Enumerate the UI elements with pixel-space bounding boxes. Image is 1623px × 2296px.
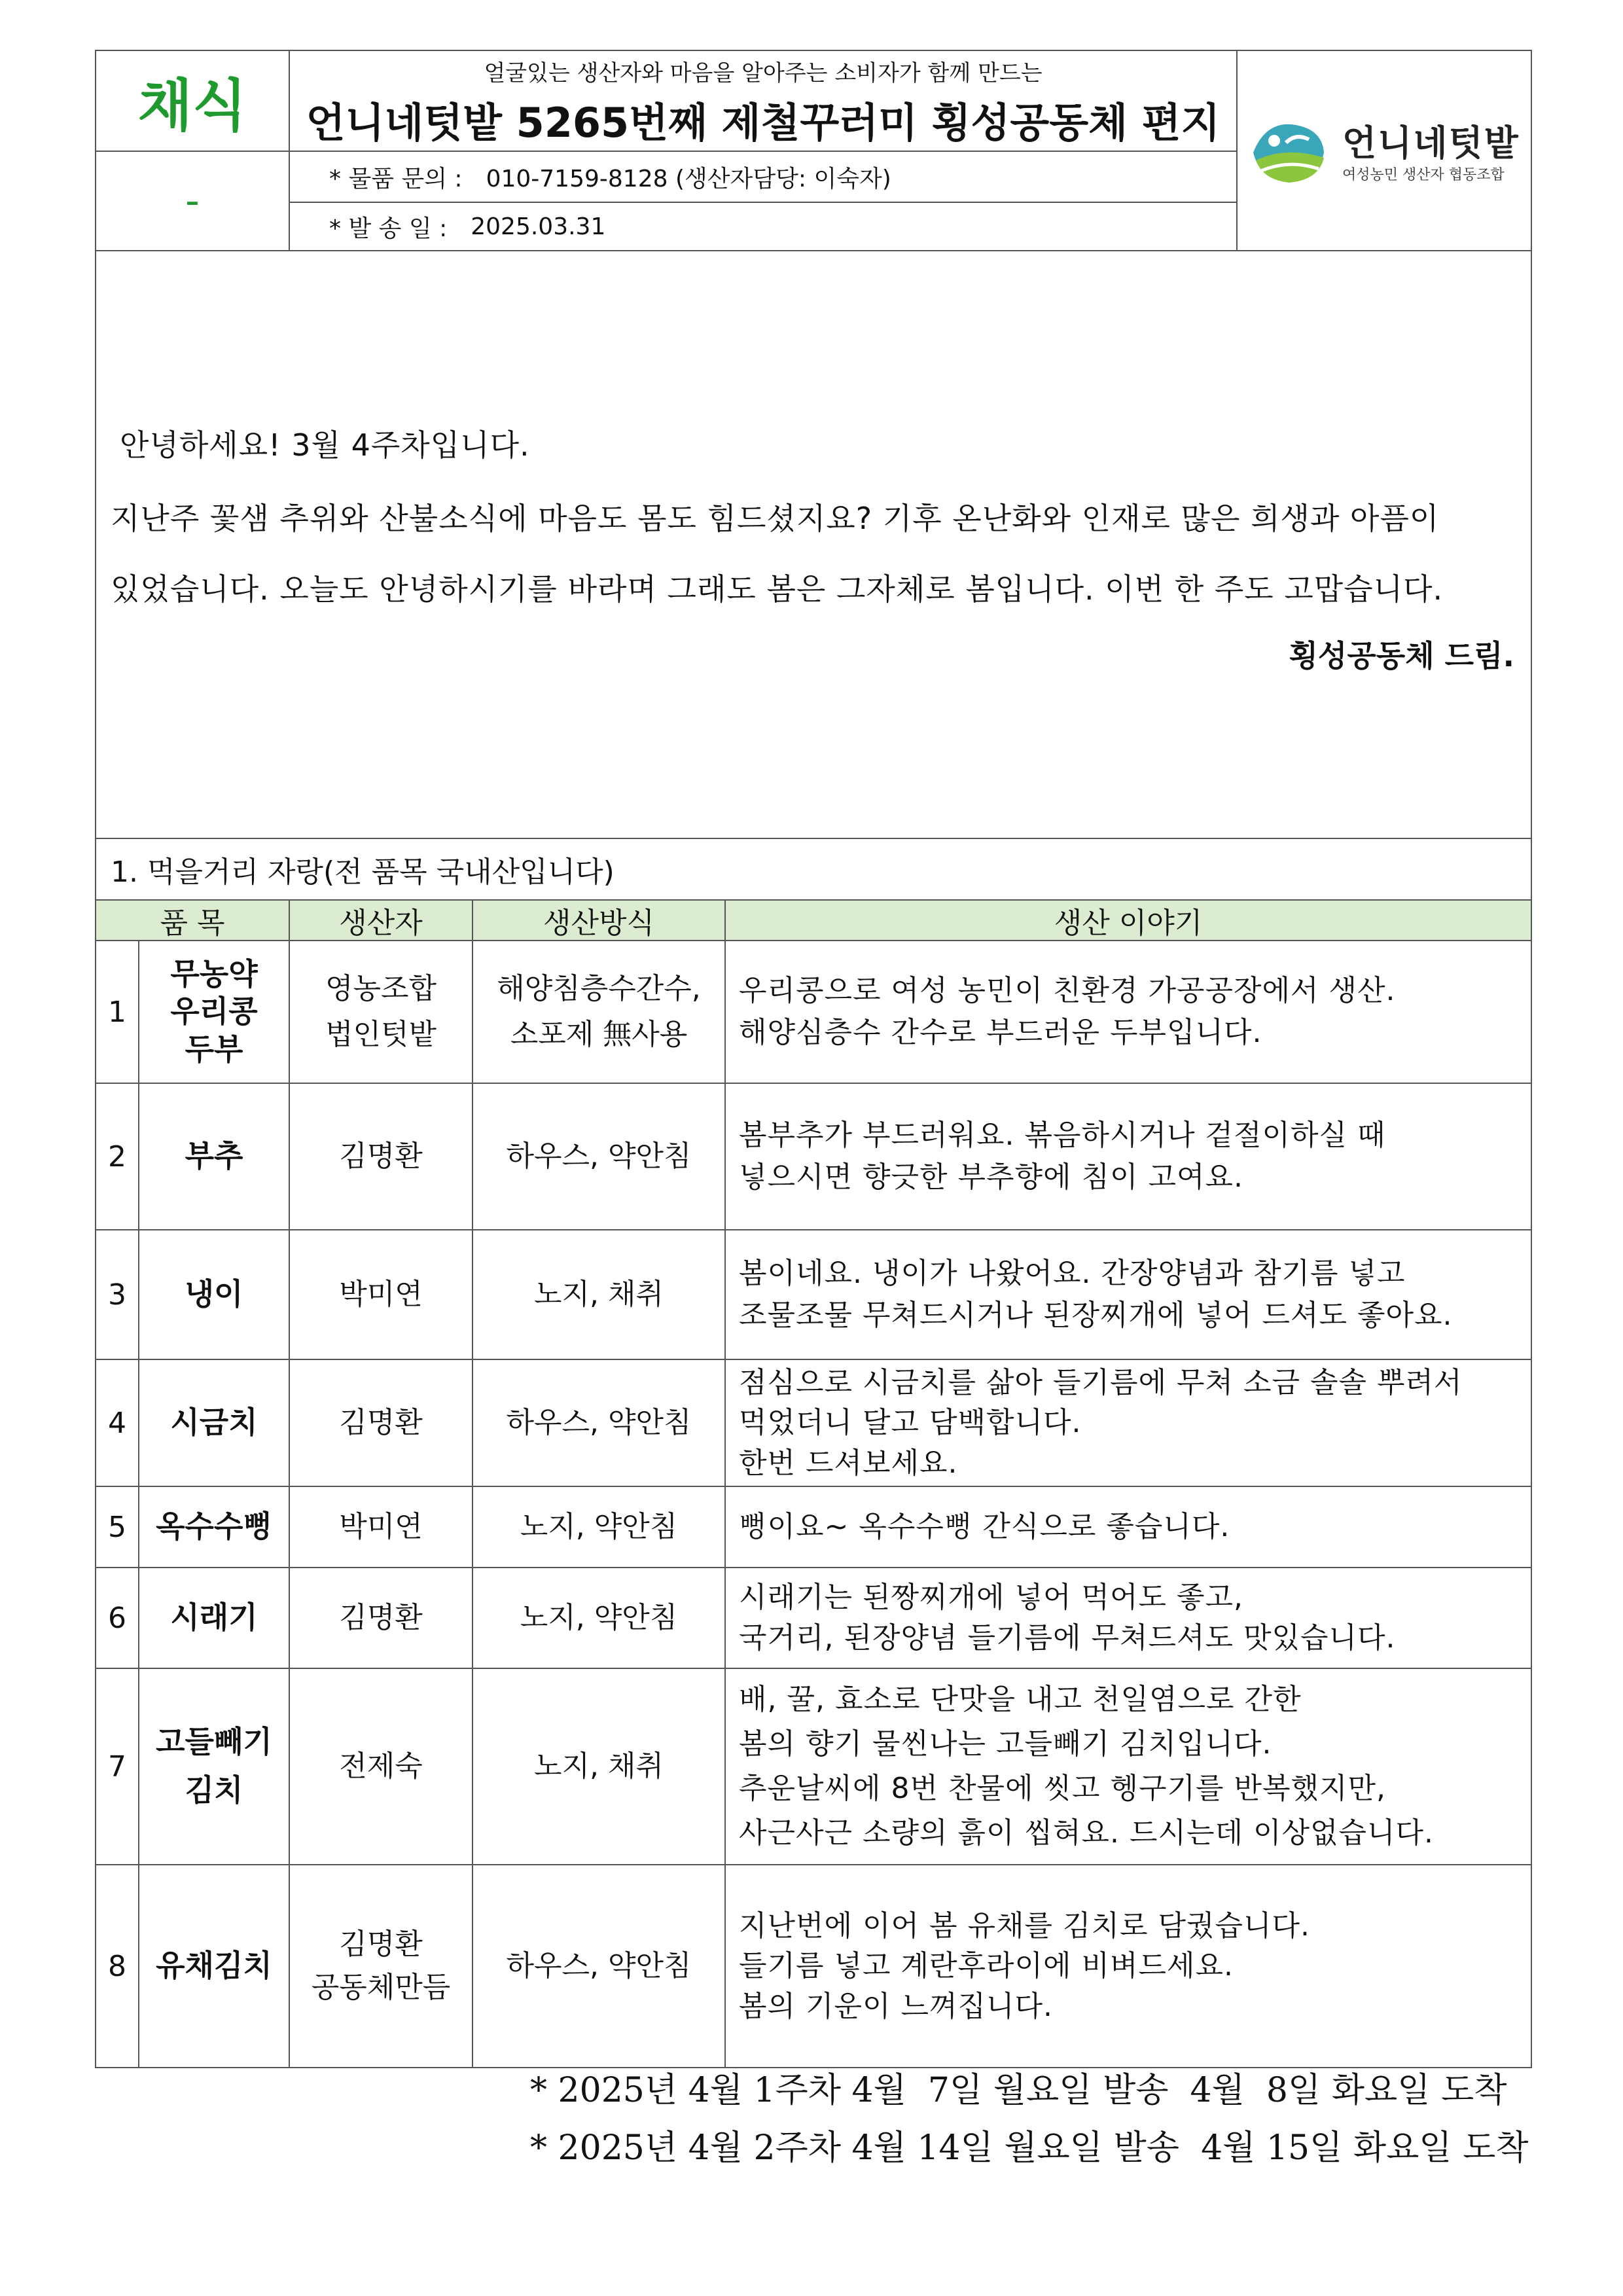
logo-tagline: 여성농민 생산자 협동조합 [1342,167,1505,183]
method: 하우스, 약안침 [472,1359,726,1487]
story-line: 봄부추가 부드러워요. 볶음하시거나 겉절이하실 때 [739,1119,1386,1153]
category-label: 채식 [95,50,290,152]
row-number: 6 [95,1567,139,1669]
logo-emblem-icon [1247,107,1332,192]
producer [289,940,473,1084]
delivery-note: * 2025년 4월 1주차 4월 7일 월요일 발송 4월 8일 화요일 도착 [530,2071,1507,2110]
producer [289,1864,473,2068]
producer-line: 법인텃밭 [325,1018,437,1051]
producer-line: 김명환 [339,1928,423,1961]
item-name: 시래기 [138,1567,290,1669]
story-line: 봄의 향기 물씬나는 고들빼기 김치입니다. [739,1727,1272,1761]
item-name: 부추 [138,1083,290,1230]
column-header-producer: 생산자 [289,899,473,941]
section-title: 1. 먹을거리 자랑(전 품목 국내산입니다) [95,838,1532,901]
story [724,940,1532,1084]
story-line: 한번 드셔보세요. [739,1446,958,1480]
page-title: 언니네텃밭 5265번째 제철꾸러미 횡성공동체 편지 [306,99,1221,147]
story-line: 우리콩으로 여성 농민이 친환경 가공공장에서 생산. [739,974,1396,1008]
item-name: 냉이 [138,1229,290,1360]
delivery-note: * 2025년 4월 2주차 4월 14일 월요일 발송 4월 15일 화요일 도착 [530,2128,1529,2168]
row-number: 5 [95,1486,139,1568]
story [724,1668,1532,1865]
story-line: 봄의 기운이 느껴집니다. [739,1989,1053,2023]
inquiry-label: * 물품 문의 : [329,165,463,192]
row-number: 8 [95,1864,139,2068]
story-line: 지난번에 이어 봄 유채를 김치로 담궜습니다. [739,1909,1310,1943]
method: 하우스, 약안침 [472,1864,726,2068]
item-name: 유채김치 [138,1864,290,2068]
story [724,1229,1532,1360]
story [724,1359,1532,1487]
row-number: 4 [95,1359,139,1487]
column-header-method: 생산방식 [472,899,726,941]
send-value: 2025.03.31 [471,213,606,240]
story-line: 들기름 넣고 계란후라이에 비벼드세요. [739,1949,1234,1983]
method: 노지, 약안침 [472,1486,726,1568]
method: 노지, 채취 [472,1229,726,1360]
story-line: 먹었더니 달고 담백합니다. [739,1406,1082,1440]
producer: 김명환 [289,1359,473,1487]
method: 노지, 채취 [472,1668,726,1865]
story [724,1567,1532,1669]
category-sub: - [95,151,290,251]
row-number: 2 [95,1083,139,1230]
item-name-line: 우리콩 [170,994,258,1030]
row-number: 7 [95,1668,139,1865]
item-name-line: 무농약 [170,956,258,992]
send-date-row [289,202,1238,251]
method-line: 해양침층수간수, [497,971,701,1005]
story-line: 점심으로 시금치를 삶아 들기름에 무쳐 소금 솔솔 뿌려서 [739,1365,1463,1399]
inquiry-row [289,151,1238,203]
producer: 전제숙 [289,1668,473,1865]
method: 노지, 약안침 [472,1567,726,1669]
story [724,1083,1532,1230]
title-box [289,50,1238,152]
letter-box [95,250,1532,839]
item-name: 시금치 [138,1359,290,1487]
story-line: 해양심층수 간수로 부드러운 두부입니다. [739,1016,1262,1049]
producer: 박미연 [289,1486,473,1568]
letter-line: 있었습니다. 오늘도 안녕하시기를 바라며 그래도 봄은 그자체로 봄입니다. 이번 한 주도 고맙습니다. [111,571,1444,607]
producer: 김명환 [289,1083,473,1230]
story [724,1486,1532,1568]
story-line: 넣으시면 향긋한 부추향에 침이 고여요. [739,1160,1243,1194]
method [472,940,726,1084]
item-name [138,940,290,1084]
story-line: 추운날씨에 8번 찬물에 씻고 헹구기를 반복했지만, [739,1772,1386,1805]
producer-line: 공동체만듬 [311,1971,451,2004]
story [724,1864,1532,2068]
item-name-line: 김치 [185,1772,243,1808]
producer-line: 영농조합 [325,971,437,1005]
method: 하우스, 약안침 [472,1083,726,1230]
method-line: 소포제 無사용 [510,1018,688,1051]
story-line: 뻥이요~ 옥수수뻥 간식으로 좋습니다. [739,1510,1230,1544]
subtitle: 얼굴있는 생산자와 마음을 알아주는 소비자가 함께 만드는 [484,60,1043,86]
story-line: 조물조물 무쳐드시거나 된장찌개에 넣어 드셔도 좋아요. [739,1299,1453,1332]
story-line: 국거리, 된장양념 들기름에 무쳐드셔도 맛있습니다. [739,1621,1396,1655]
story-line: 시래기는 된짱찌개에 넣어 먹어도 좋고, [739,1581,1243,1615]
column-header-item: 품 목 [95,899,290,941]
signature: 횡성공동체 드림. [1289,638,1514,673]
story-line: 봄이네요. 냉이가 나왔어요. 간장양념과 참기름 넣고 [739,1257,1406,1291]
item-name-line: 고들빼기 [156,1724,272,1760]
producer: 김명환 [289,1567,473,1669]
send-label: * 발 송 일 : [329,215,448,242]
column-header-story: 생산 이야기 [724,899,1532,941]
logo-name: 언니네텃밭 [1342,122,1520,164]
story-line: 배, 꿀, 효소로 단맛을 내고 천일염으로 간한 [739,1682,1302,1716]
item-name [138,1668,290,1865]
producer: 박미연 [289,1229,473,1360]
letter-line: 안녕하세요! 3월 4주차입니다. [120,427,530,463]
row-number: 1 [95,940,139,1084]
letter-line: 지난주 꽃샘 추위와 산불소식에 마음도 몸도 힘드셨지요? 기후 온난화와 인재로 많은 희생과 아픔이 [111,501,1440,536]
item-name: 옥수수뻥 [138,1486,290,1568]
logo-box [1236,50,1532,251]
story-line: 사근사근 소량의 흙이 씹혀요. 드시는데 이상없습니다. [739,1816,1434,1850]
inquiry-value: 010-7159-8128 (생산자담당: 이숙자) [486,165,891,192]
delivery-notes [530,2062,1529,2177]
row-number: 3 [95,1229,139,1360]
item-name-line: 두부 [185,1031,243,1067]
